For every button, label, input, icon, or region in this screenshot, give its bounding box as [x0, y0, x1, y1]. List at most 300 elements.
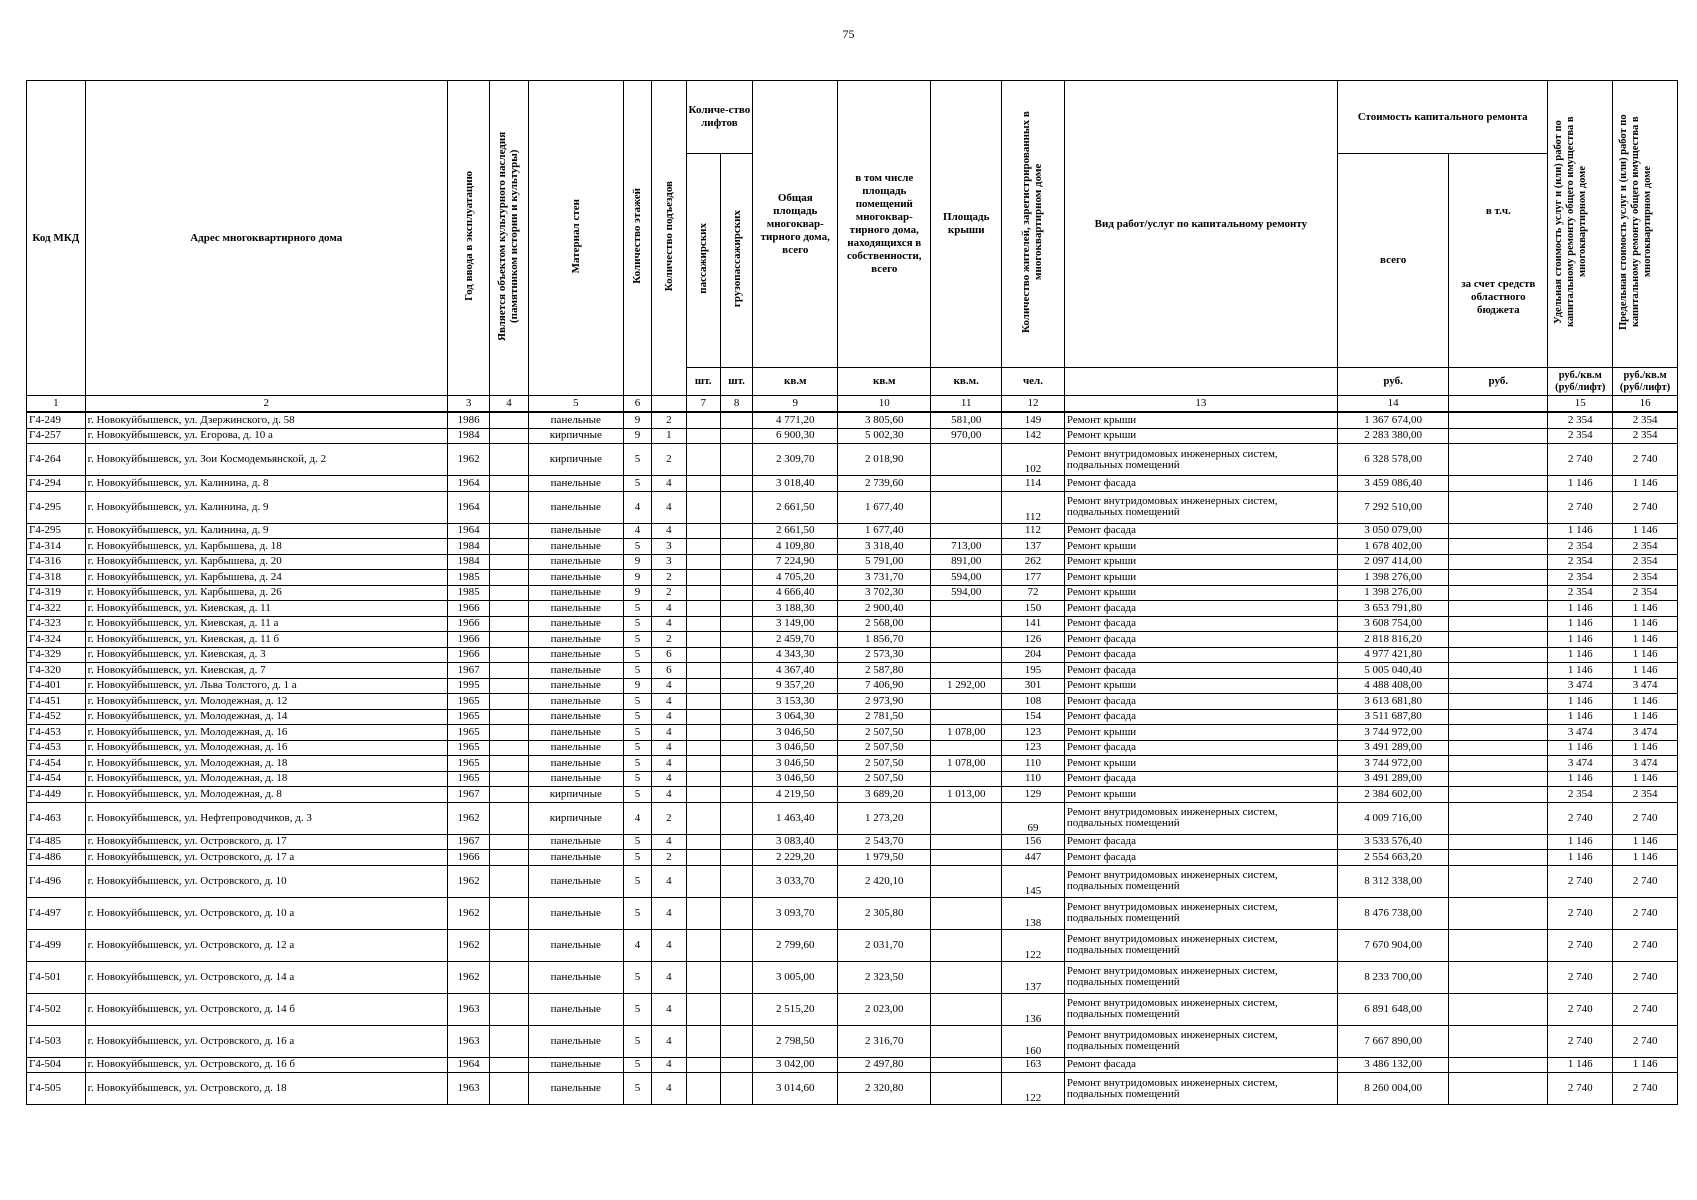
cell-address: г. Новокуйбышевск, ул. Молодежная, д. 16 — [85, 740, 447, 756]
cell-heritage — [490, 787, 528, 803]
cell-total-area: 3 046,50 — [753, 756, 838, 772]
cell-unit-cost: 2 354 — [1548, 412, 1613, 428]
cell-heritage — [490, 834, 528, 850]
cell-cost-total: 3 608 754,00 — [1337, 616, 1448, 632]
unit-owned-area: кв.м — [838, 368, 931, 396]
cell-work: Ремонт фасада — [1064, 523, 1337, 539]
cell-limit-cost: 1 146 — [1613, 740, 1678, 756]
cell-lift-pass — [686, 1025, 720, 1057]
cell-total-area: 4 109,80 — [753, 539, 838, 555]
cell-unit-cost: 2 354 — [1548, 570, 1613, 586]
cell-lift-pass — [686, 601, 720, 617]
cell-cost-total: 3 744 972,00 — [1337, 756, 1448, 772]
cell-roof-area — [931, 897, 1002, 929]
cell-year: 1962 — [447, 865, 489, 897]
cell-cost-regional — [1449, 756, 1548, 772]
cell-cost-regional — [1449, 1057, 1548, 1073]
cell-address: г. Новокуйбышевск, ул. Островского, д. 16 б — [85, 1057, 447, 1073]
cell-floors: 4 — [623, 802, 651, 834]
cell-address: г. Новокуйбышевск, ул. Калинина, д. 9 — [85, 491, 447, 523]
cell-residents: 129 — [1002, 787, 1065, 803]
cell-residents: 150 — [1002, 601, 1065, 617]
cell-total-area: 3 005,00 — [753, 961, 838, 993]
cell-lift-pass — [686, 993, 720, 1025]
cell-unit-cost: 1 146 — [1548, 740, 1613, 756]
cell-cost-total: 6 328 578,00 — [1337, 444, 1448, 476]
cell-roof-area — [931, 476, 1002, 492]
cell-floors: 5 — [623, 834, 651, 850]
cell-total-area: 4 666,40 — [753, 585, 838, 601]
cell-lift-pass — [686, 444, 720, 476]
cell-work: Ремонт внутридомовых инженерных систем, подвальных помещений — [1064, 491, 1337, 523]
cell-floors: 5 — [623, 961, 651, 993]
cell-entrances: 4 — [652, 491, 686, 523]
cell-roof-area — [931, 850, 1002, 866]
cell-limit-cost: 1 146 — [1613, 834, 1678, 850]
cell-roof-area — [931, 632, 1002, 648]
cell-floors: 5 — [623, 740, 651, 756]
column-number: 11 — [931, 396, 1002, 413]
cell-total-area: 2 799,60 — [753, 929, 838, 961]
column-number: 5 — [528, 396, 623, 413]
cell-roof-area — [931, 709, 1002, 725]
cell-limit-cost: 3 474 — [1613, 725, 1678, 741]
cell-address: г. Новокуйбышевск, ул. Киевская, д. 3 — [85, 647, 447, 663]
cell-roof-area: 1 078,00 — [931, 725, 1002, 741]
cell-code: Г4-504 — [27, 1057, 86, 1073]
cell-address: г. Новокуйбышевск, ул. Нефтепроводчиков, д. 3 — [85, 802, 447, 834]
cell-floors: 5 — [623, 771, 651, 787]
cell-work: Ремонт фасада — [1064, 616, 1337, 632]
cell-lift-cargo — [720, 771, 752, 787]
cell-work: Ремонт крыши — [1064, 428, 1337, 444]
cell-code: Г4-294 — [27, 476, 86, 492]
cell-unit-cost: 3 474 — [1548, 725, 1613, 741]
cell-code: Г4-499 — [27, 929, 86, 961]
cell-entrances: 2 — [652, 444, 686, 476]
table-row — [27, 678, 1678, 694]
cell-lift-pass — [686, 491, 720, 523]
cell-lift-cargo — [720, 678, 752, 694]
cell-work: Ремонт крыши — [1064, 570, 1337, 586]
cell-code: Г4-501 — [27, 961, 86, 993]
cell-material: панельные — [528, 756, 623, 772]
cell-entrances: 4 — [652, 616, 686, 632]
cell-lift-pass — [686, 476, 720, 492]
cell-cost-regional — [1449, 961, 1548, 993]
cell-floors: 5 — [623, 616, 651, 632]
cell-address: г. Новокуйбышевск, ул. Калинина, д. 8 — [85, 476, 447, 492]
cell-material: панельные — [528, 663, 623, 679]
column-number: 3 — [447, 396, 489, 413]
cell-roof-area: 1 078,00 — [931, 756, 1002, 772]
cell-floors: 5 — [623, 897, 651, 929]
cell-residents: 149 — [1002, 412, 1065, 428]
cell-address: г. Новокуйбышевск, ул. Карбышева, д. 26 — [85, 585, 447, 601]
unit-cost-regional: руб. — [1449, 368, 1548, 396]
cell-address: г. Новокуйбышевск, ул. Киевская, д. 7 — [85, 663, 447, 679]
cell-lift-pass — [686, 740, 720, 756]
cell-floors: 5 — [623, 850, 651, 866]
cell-cost-regional — [1449, 694, 1548, 710]
cell-address: г. Новокуйбышевск, ул. Киевская, д. 11 — [85, 601, 447, 617]
cell-limit-cost: 2 740 — [1613, 897, 1678, 929]
cell-cost-total: 5 005 040,40 — [1337, 663, 1448, 679]
cell-roof-area — [931, 1025, 1002, 1057]
cell-code: Г4-454 — [27, 756, 86, 772]
cell-residents: 142 — [1002, 428, 1065, 444]
cell-code: Г4-453 — [27, 740, 86, 756]
cell-cost-total: 7 292 510,00 — [1337, 491, 1448, 523]
cell-code: Г4-249 — [27, 412, 86, 428]
cell-owned-area: 2 031,70 — [838, 929, 931, 961]
unit-total-area: кв.м — [753, 368, 838, 396]
cell-owned-area: 5 002,30 — [838, 428, 931, 444]
cell-cost-total: 2 554 663,20 — [1337, 850, 1448, 866]
cell-lift-pass — [686, 616, 720, 632]
header-unit-cost: Удельная стоимость услуг и (или) работ по капитальному ремонту общего имущества в многоквартирном доме — [1548, 81, 1613, 368]
column-number — [652, 396, 686, 413]
header-heritage: Является объектом культурного наследия (памятником истории и культуры) — [490, 81, 528, 396]
cell-material: кирпичные — [528, 802, 623, 834]
cell-roof-area — [931, 993, 1002, 1025]
cell-lift-pass — [686, 709, 720, 725]
column-number: 15 — [1548, 396, 1613, 413]
cell-owned-area: 2 587,80 — [838, 663, 931, 679]
cell-entrances: 4 — [652, 929, 686, 961]
cell-material: панельные — [528, 678, 623, 694]
cell-cost-total: 4 009 716,00 — [1337, 802, 1448, 834]
cell-code: Г4-401 — [27, 678, 86, 694]
cell-heritage — [490, 1025, 528, 1057]
cell-heritage — [490, 740, 528, 756]
cell-lift-pass — [686, 428, 720, 444]
cell-material: панельные — [528, 740, 623, 756]
unit-unit-cost: руб./кв.м (руб/лифт) — [1548, 368, 1613, 396]
cell-address: г. Новокуйбышевск, ул. Киевская, д. 11 б — [85, 632, 447, 648]
cell-limit-cost: 2 354 — [1613, 554, 1678, 570]
column-number: 16 — [1613, 396, 1678, 413]
cell-cost-total: 3 511 687,80 — [1337, 709, 1448, 725]
table-row — [27, 897, 1678, 929]
cell-cost-total: 2 283 380,00 — [1337, 428, 1448, 444]
cell-work: Ремонт внутридомовых инженерных систем, подвальных помещений — [1064, 802, 1337, 834]
cell-total-area: 3 153,30 — [753, 694, 838, 710]
table-row — [27, 1025, 1678, 1057]
cell-roof-area — [931, 834, 1002, 850]
cell-work: Ремонт крыши — [1064, 554, 1337, 570]
cell-lift-cargo — [720, 491, 752, 523]
cell-address: г. Новокуйбышевск, ул. Карбышева, д. 24 — [85, 570, 447, 586]
cell-address: г. Новокуйбышевск, ул. Киевская, д. 11 а — [85, 616, 447, 632]
cell-unit-cost: 3 474 — [1548, 678, 1613, 694]
cell-address: г. Новокуйбышевск, ул. Калинина, д. 9 — [85, 523, 447, 539]
cell-cost-regional — [1449, 787, 1548, 803]
cell-address: г. Новокуйбышевск, ул. Молодежная, д. 18 — [85, 771, 447, 787]
cell-cost-regional — [1449, 616, 1548, 632]
cell-address: г. Новокуйбышевск, ул. Дзержинского, д. 58 — [85, 412, 447, 428]
cell-residents: 447 — [1002, 850, 1065, 866]
cell-cost-total: 3 486 132,00 — [1337, 1057, 1448, 1073]
cell-unit-cost: 1 146 — [1548, 647, 1613, 663]
table-row — [27, 725, 1678, 741]
cell-lift-pass — [686, 632, 720, 648]
cell-cost-regional — [1449, 740, 1548, 756]
cell-unit-cost: 1 146 — [1548, 709, 1613, 725]
cell-material: кирпичные — [528, 787, 623, 803]
cell-roof-area — [931, 961, 1002, 993]
cell-unit-cost: 2 354 — [1548, 539, 1613, 555]
cell-lift-cargo — [720, 740, 752, 756]
column-number: 2 — [85, 396, 447, 413]
cell-unit-cost: 2 740 — [1548, 961, 1613, 993]
unit-roof-area: кв.м. — [931, 368, 1002, 396]
cell-work: Ремонт фасада — [1064, 850, 1337, 866]
cell-owned-area: 3 689,20 — [838, 787, 931, 803]
cell-cost-total: 1 367 674,00 — [1337, 412, 1448, 428]
cell-code: Г4-316 — [27, 554, 86, 570]
cell-owned-area: 2 305,80 — [838, 897, 931, 929]
cell-cost-regional — [1449, 647, 1548, 663]
cell-material: панельные — [528, 725, 623, 741]
cell-year: 1962 — [447, 444, 489, 476]
cell-heritage — [490, 709, 528, 725]
column-number: 10 — [838, 396, 931, 413]
cell-residents: 137 — [1002, 961, 1065, 993]
cell-owned-area: 5 791,00 — [838, 554, 931, 570]
cell-limit-cost: 2 740 — [1613, 929, 1678, 961]
cell-heritage — [490, 850, 528, 866]
cell-lift-cargo — [720, 802, 752, 834]
cell-address: г. Новокуйбышевск, ул. Молодежная, д. 18 — [85, 756, 447, 772]
cell-floors: 5 — [623, 476, 651, 492]
cell-lift-cargo — [720, 694, 752, 710]
cell-code: Г4-295 — [27, 523, 86, 539]
cell-address: г. Новокуйбышевск, ул. Островского, д. 10 — [85, 865, 447, 897]
table-row — [27, 709, 1678, 725]
cell-work: Ремонт крыши — [1064, 412, 1337, 428]
cell-lift-cargo — [720, 1073, 752, 1105]
cell-lift-cargo — [720, 428, 752, 444]
cell-unit-cost: 2 354 — [1548, 554, 1613, 570]
cell-residents: 301 — [1002, 678, 1065, 694]
cell-year: 1966 — [447, 647, 489, 663]
cell-year: 1962 — [447, 802, 489, 834]
cell-cost-regional — [1449, 993, 1548, 1025]
cell-lift-cargo — [720, 929, 752, 961]
cell-total-area: 3 083,40 — [753, 834, 838, 850]
cell-roof-area — [931, 647, 1002, 663]
cell-lift-pass — [686, 897, 720, 929]
cell-material: панельные — [528, 865, 623, 897]
cell-unit-cost: 2 740 — [1548, 444, 1613, 476]
cell-code: Г4-502 — [27, 993, 86, 1025]
cell-floors: 9 — [623, 570, 651, 586]
cell-lift-pass — [686, 412, 720, 428]
cell-cost-total: 7 670 904,00 — [1337, 929, 1448, 961]
cell-lift-cargo — [720, 725, 752, 741]
cell-unit-cost: 1 146 — [1548, 771, 1613, 787]
cell-lift-cargo — [720, 756, 752, 772]
table-row — [27, 771, 1678, 787]
cell-roof-area: 1 013,00 — [931, 787, 1002, 803]
cell-heritage — [490, 1073, 528, 1105]
cell-owned-area: 3 318,40 — [838, 539, 931, 555]
cell-unit-cost: 2 740 — [1548, 1073, 1613, 1105]
cell-limit-cost: 1 146 — [1613, 647, 1678, 663]
cell-lift-cargo — [720, 897, 752, 929]
cell-lift-cargo — [720, 709, 752, 725]
cell-residents: 160 — [1002, 1025, 1065, 1057]
cell-address: г. Новокуйбышевск, ул. Льва Толстого, д. 1 а — [85, 678, 447, 694]
cell-entrances: 4 — [652, 756, 686, 772]
unit-cost-total: руб. — [1337, 368, 1448, 396]
cell-code: Г4-322 — [27, 601, 86, 617]
table-row — [27, 993, 1678, 1025]
cell-heritage — [490, 1057, 528, 1073]
cell-entrances: 4 — [652, 961, 686, 993]
cell-roof-area — [931, 491, 1002, 523]
cell-owned-area: 1 856,70 — [838, 632, 931, 648]
cell-unit-cost: 1 146 — [1548, 632, 1613, 648]
cell-cost-regional — [1449, 850, 1548, 866]
cell-work: Ремонт фасада — [1064, 709, 1337, 725]
cell-heritage — [490, 929, 528, 961]
cell-residents: 138 — [1002, 897, 1065, 929]
cell-limit-cost: 1 146 — [1613, 709, 1678, 725]
cell-heritage — [490, 678, 528, 694]
table-body — [27, 412, 1678, 1105]
cell-residents: 195 — [1002, 663, 1065, 679]
cell-year: 1967 — [447, 787, 489, 803]
header-lift-cargo: грузопассажирских — [720, 154, 752, 368]
cell-cost-regional — [1449, 412, 1548, 428]
cell-year: 1984 — [447, 554, 489, 570]
cell-material: панельные — [528, 1025, 623, 1057]
cell-address: г. Новокуйбышевск, ул. Островского, д. 17 а — [85, 850, 447, 866]
cell-owned-area: 1 677,40 — [838, 523, 931, 539]
header-lift-pass: пассажирских — [686, 154, 720, 368]
cell-year: 1967 — [447, 834, 489, 850]
cell-code: Г4-454 — [27, 771, 86, 787]
cell-residents: 114 — [1002, 476, 1065, 492]
cell-total-area: 2 798,50 — [753, 1025, 838, 1057]
table-row — [27, 570, 1678, 586]
cell-work: Ремонт крыши — [1064, 678, 1337, 694]
cell-total-area: 3 046,50 — [753, 740, 838, 756]
cell-work: Ремонт внутридомовых инженерных систем, подвальных помещений — [1064, 1073, 1337, 1105]
cell-roof-area — [931, 1073, 1002, 1105]
cell-total-area: 2 309,70 — [753, 444, 838, 476]
cell-address: г. Новокуйбышевск, ул. Островского, д. 17 — [85, 834, 447, 850]
cell-lift-cargo — [720, 412, 752, 428]
header-year: Год ввода в эксплуатацию — [447, 81, 489, 396]
cell-owned-area: 2 320,80 — [838, 1073, 931, 1105]
cell-cost-total: 7 667 890,00 — [1337, 1025, 1448, 1057]
cell-residents: 126 — [1002, 632, 1065, 648]
cell-address: г. Новокуйбышевск, ул. Молодежная, д. 16 — [85, 725, 447, 741]
cell-owned-area: 2 018,90 — [838, 444, 931, 476]
cell-address: г. Новокуйбышевск, ул. Карбышева, д. 18 — [85, 539, 447, 555]
header-material: Материал стен — [528, 81, 623, 396]
cell-floors: 5 — [623, 539, 651, 555]
cell-heritage — [490, 897, 528, 929]
cell-lift-cargo — [720, 476, 752, 492]
cell-cost-regional — [1449, 802, 1548, 834]
cell-cost-regional — [1449, 897, 1548, 929]
cell-limit-cost: 1 146 — [1613, 771, 1678, 787]
cell-residents: 136 — [1002, 993, 1065, 1025]
cell-unit-cost: 1 146 — [1548, 694, 1613, 710]
cell-cost-total: 3 459 086,40 — [1337, 476, 1448, 492]
cell-code: Г4-451 — [27, 694, 86, 710]
cell-cost-regional — [1449, 663, 1548, 679]
cell-heritage — [490, 802, 528, 834]
cell-material: панельные — [528, 476, 623, 492]
cell-owned-area: 2 973,90 — [838, 694, 931, 710]
cell-material: панельные — [528, 585, 623, 601]
cell-floors: 5 — [623, 601, 651, 617]
cell-material: панельные — [528, 632, 623, 648]
header-total-area: Общая площадь многоквар-тирного дома, всего — [753, 81, 838, 368]
cell-limit-cost: 2 740 — [1613, 865, 1678, 897]
column-number: 6 — [623, 396, 651, 413]
cell-code: Г4-319 — [27, 585, 86, 601]
cell-heritage — [490, 428, 528, 444]
cell-roof-area — [931, 740, 1002, 756]
cell-limit-cost: 2 354 — [1613, 787, 1678, 803]
cell-lift-pass — [686, 1057, 720, 1073]
cell-unit-cost: 1 146 — [1548, 1057, 1613, 1073]
table-row — [27, 850, 1678, 866]
cell-code: Г4-295 — [27, 491, 86, 523]
cell-floors: 5 — [623, 663, 651, 679]
cell-entrances: 4 — [652, 740, 686, 756]
cell-address: г. Новокуйбышевск, ул. Карбышева, д. 20 — [85, 554, 447, 570]
cell-entrances: 2 — [652, 570, 686, 586]
cell-total-area: 6 900,30 — [753, 428, 838, 444]
cell-limit-cost: 2 354 — [1613, 585, 1678, 601]
cell-material: панельные — [528, 961, 623, 993]
cell-year: 1965 — [447, 771, 489, 787]
cell-work: Ремонт фасада — [1064, 1057, 1337, 1073]
table-row — [27, 616, 1678, 632]
cell-lift-cargo — [720, 993, 752, 1025]
cell-year: 1964 — [447, 1057, 489, 1073]
cell-floors: 5 — [623, 787, 651, 803]
cell-unit-cost: 1 146 — [1548, 834, 1613, 850]
cell-lift-cargo — [720, 850, 752, 866]
cell-heritage — [490, 647, 528, 663]
cell-residents: 110 — [1002, 771, 1065, 787]
cell-entrances: 2 — [652, 802, 686, 834]
cell-limit-cost: 2 740 — [1613, 961, 1678, 993]
cell-cost-regional — [1449, 1025, 1548, 1057]
header-cost-regional: в т.ч. за счет средств областного бюджета — [1449, 154, 1548, 368]
table-row — [27, 929, 1678, 961]
cell-total-area: 4 705,20 — [753, 570, 838, 586]
cell-work: Ремонт внутридомовых инженерных систем, подвальных помещений — [1064, 929, 1337, 961]
cell-code: Г4-257 — [27, 428, 86, 444]
table-row — [27, 834, 1678, 850]
cell-lift-pass — [686, 663, 720, 679]
cell-year: 1965 — [447, 725, 489, 741]
cell-lift-pass — [686, 554, 720, 570]
cell-entrances: 4 — [652, 993, 686, 1025]
cell-roof-area — [931, 1057, 1002, 1073]
cell-entrances: 4 — [652, 678, 686, 694]
cell-owned-area: 2 543,70 — [838, 834, 931, 850]
